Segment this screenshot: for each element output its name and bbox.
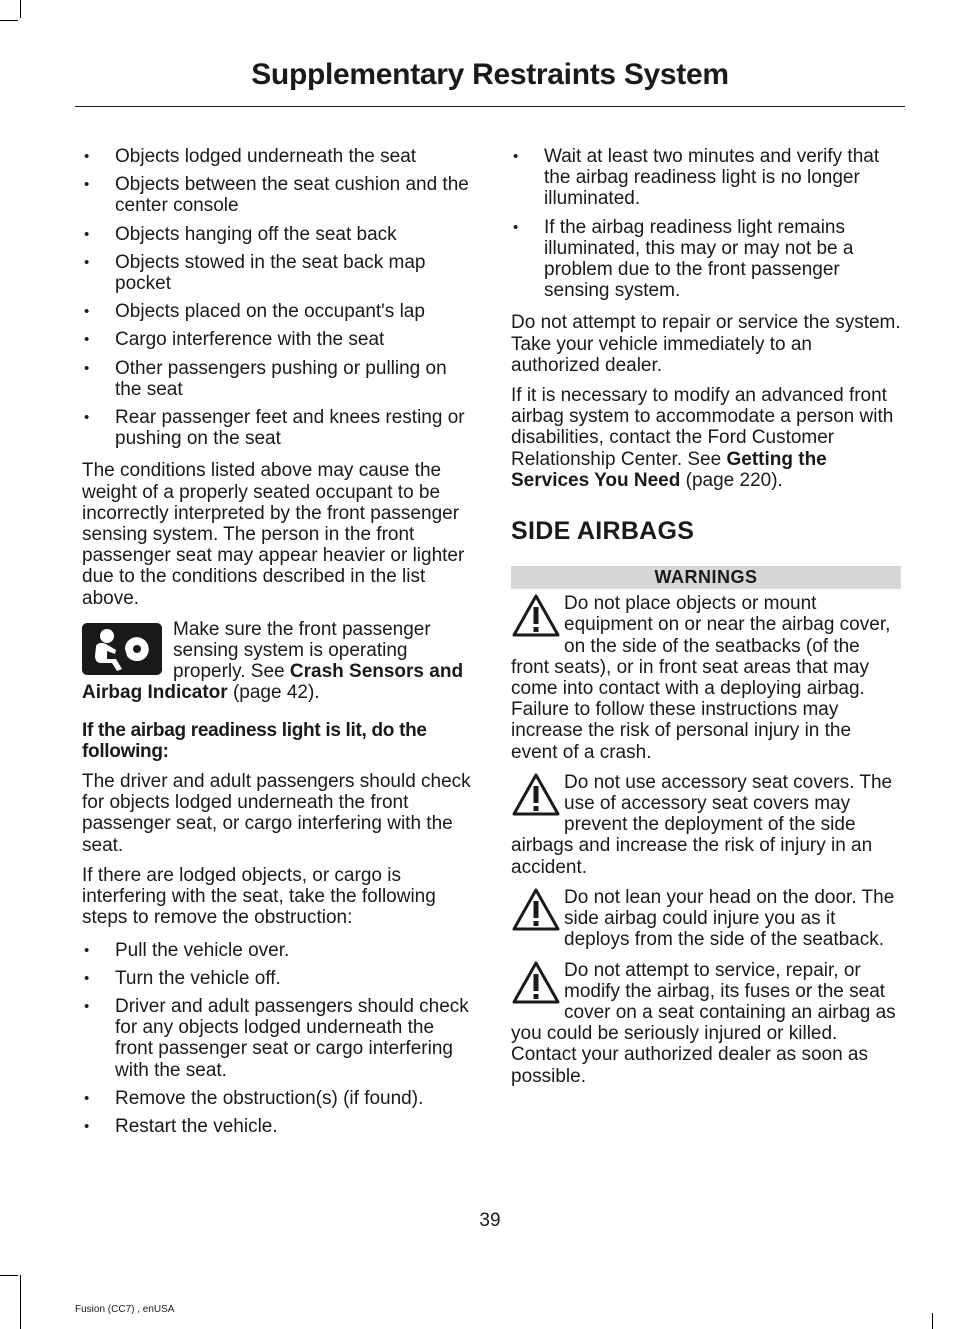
- left-column: [82, 146, 472, 1144]
- crop-mark: [0, 1275, 18, 1276]
- list-item: • Objects between the seat cushion and the center console: [82, 174, 472, 216]
- list-item: • Turn the vehicle off.: [82, 968, 472, 989]
- section-heading: SIDE AIRBAGS: [511, 517, 695, 546]
- conditions-paragraph: The conditions listed above may cause the weight of a properly seated occupant to be incorrectly interpreted by the front passenger sensing system. The person in the front passenger seat may appear heavier or lighter due to the conditions described in the list above.: [82, 460, 465, 609]
- page-number: 39: [479, 1210, 501, 1231]
- warning-item: [511, 772, 901, 878]
- note-text: Make sure the front passenger sensing system is operating properly. See: [173, 618, 431, 683]
- list-item: • Objects hanging off the seat back: [82, 224, 472, 245]
- crop-mark: [932, 1313, 933, 1329]
- crash-sensors-link[interactable]: Crash Sensors and Airbag Indicator: [82, 661, 464, 704]
- footer-doc-id: Fusion (CC7) , enUSA: [75, 1304, 175, 1315]
- modify-paragraph: If it is necessary to modify an advanced front airbag system to accommodate a person with disabilities, contact the Ford Customer Relationship Center. See Getting the Services You Need (page 220).: [511, 385, 894, 491]
- objects-list: [82, 146, 472, 449]
- list-item: • Pull the vehicle over.: [82, 940, 472, 961]
- warnings-banner: WARNINGS: [511, 566, 901, 589]
- airbag-indicator-icon: [82, 623, 162, 675]
- list-item: • Objects placed on the occupant's lap: [82, 301, 472, 322]
- lodged-paragraph: If there are lodged objects, or cargo is interfering with the seat, take the following steps to remove the obstruction:: [82, 864, 436, 929]
- warning-text: Do not use accessory seat covers. The use of accessory seat covers may prevent the deployment of the side airbags and increase the risk of injury in an accident.: [511, 771, 893, 878]
- warning-text: Do not lean your head on the door. The side airbag could injure you as it deploys from the side of the seatback.: [564, 886, 895, 951]
- getting-services-link[interactable]: Getting the Services You Need: [511, 448, 827, 491]
- list-item: • Objects lodged underneath the seat: [82, 146, 472, 167]
- right-column: [511, 146, 901, 1096]
- driver-paragraph: The driver and adult passengers should check for objects lodged underneath the front passenger seat, or cargo interfering with the seat.: [82, 771, 471, 856]
- page-title: Supplementary Restraints System: [251, 58, 729, 91]
- note-page-ref: (page 42).: [227, 682, 320, 704]
- readiness-steps-list: [511, 146, 901, 301]
- warning-item: [511, 887, 901, 951]
- warning-triangle-icon: [511, 887, 561, 935]
- readiness-subheading: If the airbag readiness light is lit, do the following:: [82, 719, 427, 762]
- title-rule: [75, 106, 905, 107]
- crop-mark: [20, 0, 21, 18]
- list-item: • Cargo interference with the seat: [82, 329, 472, 350]
- crop-mark: [0, 20, 18, 21]
- warning-text: Do not attempt to service, repair, or modify the airbag, its fuses or the seat cover on a seat containing an airbag as you could be seriously injured or killed. Contact your authorized dealer as soon as possible.: [511, 959, 896, 1087]
- list-item: • Wait at least two minutes and verify that the airbag readiness light is no longer illuminated.: [511, 146, 901, 210]
- list-item: • Restart the vehicle.: [82, 1116, 472, 1137]
- warning-triangle-icon: [511, 960, 561, 1008]
- warning-triangle-icon: [511, 772, 561, 820]
- list-item: • Rear passenger feet and knees resting or pushing on the seat: [82, 407, 472, 449]
- services-page-ref: (page 220).: [680, 469, 783, 491]
- list-item: • Remove the obstruction(s) (if found).: [82, 1088, 472, 1109]
- crop-mark: [20, 1275, 21, 1329]
- warning-triangle-icon: [511, 593, 561, 641]
- repair-paragraph: Do not attempt to repair or service the system. Take your vehicle immediately to an authorized dealer.: [511, 312, 901, 376]
- sensing-note: [82, 619, 472, 704]
- warning-item: [511, 960, 901, 1087]
- list-item: • If the airbag readiness light remains illuminated, this may or may not be a problem due to the front passenger sensing system.: [511, 217, 901, 302]
- warning-item: [511, 593, 901, 763]
- list-item: • Driver and adult passengers should check for any objects lodged underneath the front passenger seat or cargo interfering with the seat.: [82, 996, 472, 1081]
- steps-list: [82, 940, 472, 1138]
- warning-text: Do not place objects or mount equipment on or near the airbag cover, on the side of the seatbacks (of the front seats), or in front seat areas that may come into contact with a deploying airbag. Failure to follow these instructions may increase the risk of personal injury in the event of a crash.: [511, 593, 891, 763]
- list-item: • Other passengers pushing or pulling on the seat: [82, 358, 472, 400]
- list-item: • Objects stowed in the seat back map pocket: [82, 252, 472, 294]
